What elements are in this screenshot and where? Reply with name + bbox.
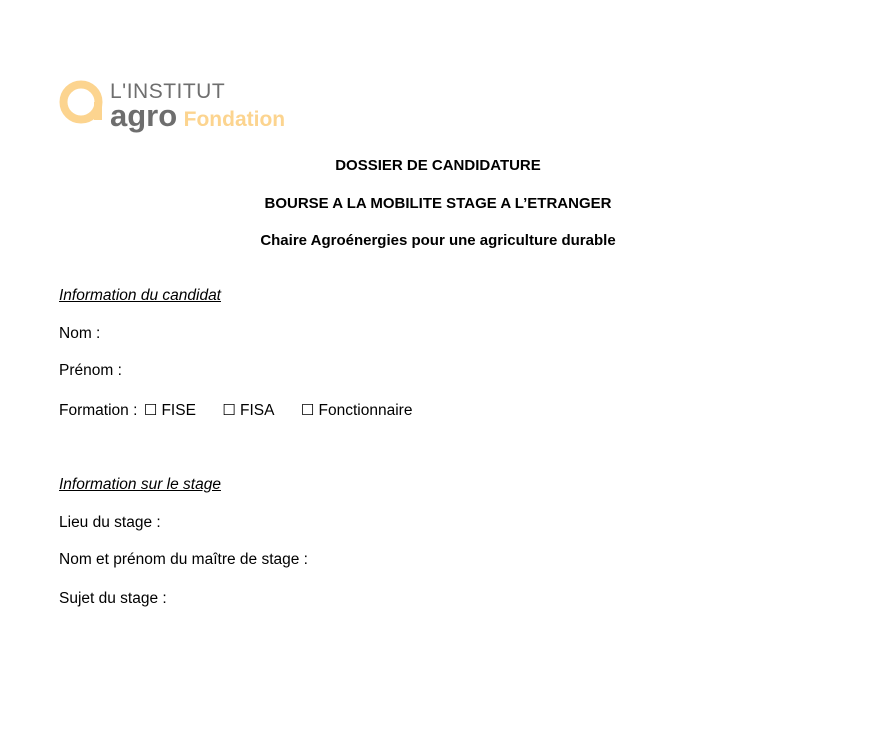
title-bourse-mobilite: BOURSE A LA MOBILITE STAGE A L’ETRANGER bbox=[264, 195, 612, 212]
option-fonctionnaire-label: Fonctionnaire bbox=[318, 402, 413, 419]
formation-label: Formation : bbox=[59, 402, 138, 419]
option-fonctionnaire[interactable] bbox=[301, 401, 413, 420]
section-heading-candidat: Information du candidat bbox=[59, 287, 221, 304]
option-fise[interactable] bbox=[144, 401, 196, 420]
institut-agro-fondation-logo bbox=[58, 78, 288, 132]
option-fisa-label: FISA bbox=[240, 402, 275, 419]
logo-text-agro: agro bbox=[110, 98, 178, 133]
field-lieu-stage-label: Lieu du stage : bbox=[59, 514, 161, 531]
field-prenom-label: Prénom : bbox=[59, 362, 122, 379]
checkbox-icon[interactable]: ☐ bbox=[222, 401, 236, 419]
logo-text-fondation: Fondation bbox=[183, 108, 286, 131]
field-nom-label: Nom : bbox=[59, 325, 101, 342]
section-heading-stage: Information sur le stage bbox=[59, 476, 221, 493]
option-fisa[interactable] bbox=[222, 401, 274, 420]
title-dossier-candidature: DOSSIER DE CANDIDATURE bbox=[335, 157, 541, 174]
logo-text-institut: L'INSTITUT bbox=[110, 80, 226, 103]
field-sujet-stage-label: Sujet du stage : bbox=[59, 590, 167, 607]
field-formation bbox=[59, 401, 412, 420]
option-fise-label: FISE bbox=[161, 402, 196, 419]
checkbox-icon[interactable]: ☐ bbox=[300, 401, 315, 419]
logo-mark-icon bbox=[58, 78, 108, 128]
checkbox-icon[interactable]: ☐ bbox=[143, 401, 158, 419]
field-maitre-stage-label: Nom et prénom du maître de stage : bbox=[59, 551, 308, 568]
title-chaire-agroenergies: Chaire Agroénergies pour une agriculture durable bbox=[260, 232, 616, 249]
logo-text-row bbox=[110, 98, 285, 134]
